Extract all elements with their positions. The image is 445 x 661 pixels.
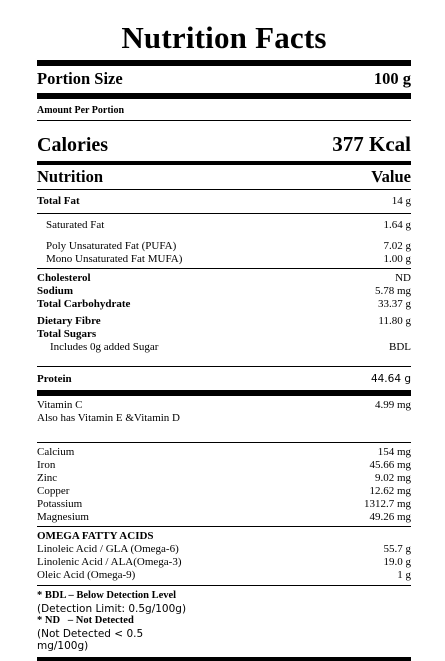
- total-fat-value: 14 g: [391, 195, 411, 207]
- minerals-list: [37, 443, 411, 526]
- mufa-row: [37, 253, 411, 268]
- nd-note-detail-1: (Not Detected < 0.5: [37, 627, 144, 640]
- protein-value: 44.64 g: [370, 373, 411, 385]
- carbs-label: Total Carbohydrate: [37, 298, 131, 310]
- amount-per-portion: Amount Per Portion: [37, 105, 125, 116]
- portion-size-row: [37, 66, 411, 90]
- bdl-note-detail: (Detection Limit: 0.5g/100g): [37, 602, 187, 615]
- added-sugar-row: [37, 341, 411, 366]
- mineral-value: 12.62 mg: [369, 485, 411, 497]
- carbs-row: [37, 298, 411, 311]
- pufa-label: Poly Unsaturated Fat (PUFA): [46, 240, 177, 252]
- mineral-value: 9.02 mg: [374, 472, 411, 484]
- sugars-row: [37, 328, 411, 341]
- nutrition-header: Nutrition: [37, 167, 103, 186]
- pufa-value: 7.02 g: [383, 240, 411, 252]
- omega-value: 19.0 g: [383, 556, 411, 568]
- calories-value: 377 Kcal: [332, 132, 411, 156]
- omega-label: Linolenic Acid / ALA(Omega-3): [37, 556, 182, 568]
- total-fat-label: Total Fat: [37, 195, 80, 207]
- list-item: [37, 472, 411, 485]
- mineral-label: Iron: [37, 459, 56, 471]
- omega-heading: [37, 527, 411, 543]
- saturated-fat-row: [37, 214, 411, 240]
- mineral-label: Copper: [37, 485, 70, 497]
- portion-size-label: Portion Size: [37, 69, 123, 88]
- protein-row: [37, 367, 411, 390]
- omega-value: 1 g: [397, 569, 411, 581]
- mineral-label: Magnesium: [37, 511, 89, 523]
- vitamin-also-row: [37, 412, 411, 442]
- vitamin-c-row: [37, 396, 411, 412]
- panel-title: Nutrition Facts: [121, 20, 327, 55]
- divider-bottom: [37, 657, 411, 661]
- list-item: [37, 446, 411, 459]
- nutrition-facts-panel: [37, 18, 411, 661]
- omega-label: Linoleic Acid / GLA (Omega-6): [37, 543, 179, 555]
- nd-note-title: * ND – Not Detected: [37, 615, 134, 626]
- carbs-value: 33.37 g: [378, 298, 411, 310]
- list-item: [37, 556, 411, 569]
- mineral-label: Calcium: [37, 446, 75, 458]
- portion-size-value: 100 g: [373, 69, 411, 88]
- list-item: [37, 511, 411, 526]
- total-fat-row: [37, 190, 411, 213]
- mufa-value: 1.00 g: [383, 253, 411, 265]
- footnotes: [37, 586, 411, 655]
- list-item: [37, 498, 411, 511]
- fibre-label: Dietary Fibre: [37, 315, 101, 327]
- list-item: [37, 485, 411, 498]
- bdl-note-title: * BDL – Below Detection Level: [37, 590, 177, 601]
- fibre-row: [37, 311, 411, 328]
- sodium-label: Sodium: [37, 285, 74, 297]
- mineral-label: Potassium: [37, 498, 83, 510]
- cholesterol-label: Cholesterol: [37, 272, 91, 284]
- list-item: [37, 459, 411, 472]
- mineral-value: 1312.7 mg: [363, 498, 411, 510]
- mineral-value: 154 mg: [377, 446, 411, 458]
- sugars-label: Total Sugars: [37, 328, 97, 340]
- fibre-value: 11.80 g: [378, 315, 411, 327]
- added-sugar-label: Includes 0g added Sugar: [50, 341, 159, 353]
- sodium-row: [37, 285, 411, 298]
- mineral-value: 45.66 mg: [369, 459, 411, 471]
- mufa-label: Mono Unsaturated Fat MUFA): [46, 253, 183, 265]
- nd-note-detail-2: mg/100g): [37, 640, 89, 652]
- omega-label: Oleic Acid (Omega-9): [37, 569, 136, 581]
- list-item: [37, 569, 411, 585]
- table-header: [37, 165, 411, 188]
- calories-row: [37, 121, 411, 161]
- mineral-label: Zinc: [37, 472, 58, 484]
- pufa-row: [37, 240, 411, 253]
- cholesterol-value: ND: [395, 272, 411, 284]
- vitamin-c-label: Vitamin C: [37, 399, 83, 411]
- list-item: [37, 543, 411, 556]
- sodium-value: 5.78 mg: [374, 285, 411, 297]
- saturated-fat-value: 1.64 g: [383, 219, 411, 231]
- cholesterol-row: [37, 269, 411, 285]
- vitamin-also-text: Also has Vitamin E &Vitamin D: [37, 412, 180, 424]
- protein-label: Protein: [37, 373, 72, 385]
- saturated-fat-label: Saturated Fat: [46, 219, 105, 231]
- added-sugar-value: BDL: [389, 341, 411, 353]
- omega-value: 55.7 g: [383, 543, 411, 555]
- omega-heading-text: OMEGA FATTY ACIDS: [37, 530, 154, 542]
- mineral-value: 49.26 mg: [369, 511, 411, 523]
- value-header: Value: [371, 167, 411, 186]
- calories-label: Calories: [37, 134, 109, 156]
- vitamin-c-value: 4.99 mg: [374, 399, 411, 411]
